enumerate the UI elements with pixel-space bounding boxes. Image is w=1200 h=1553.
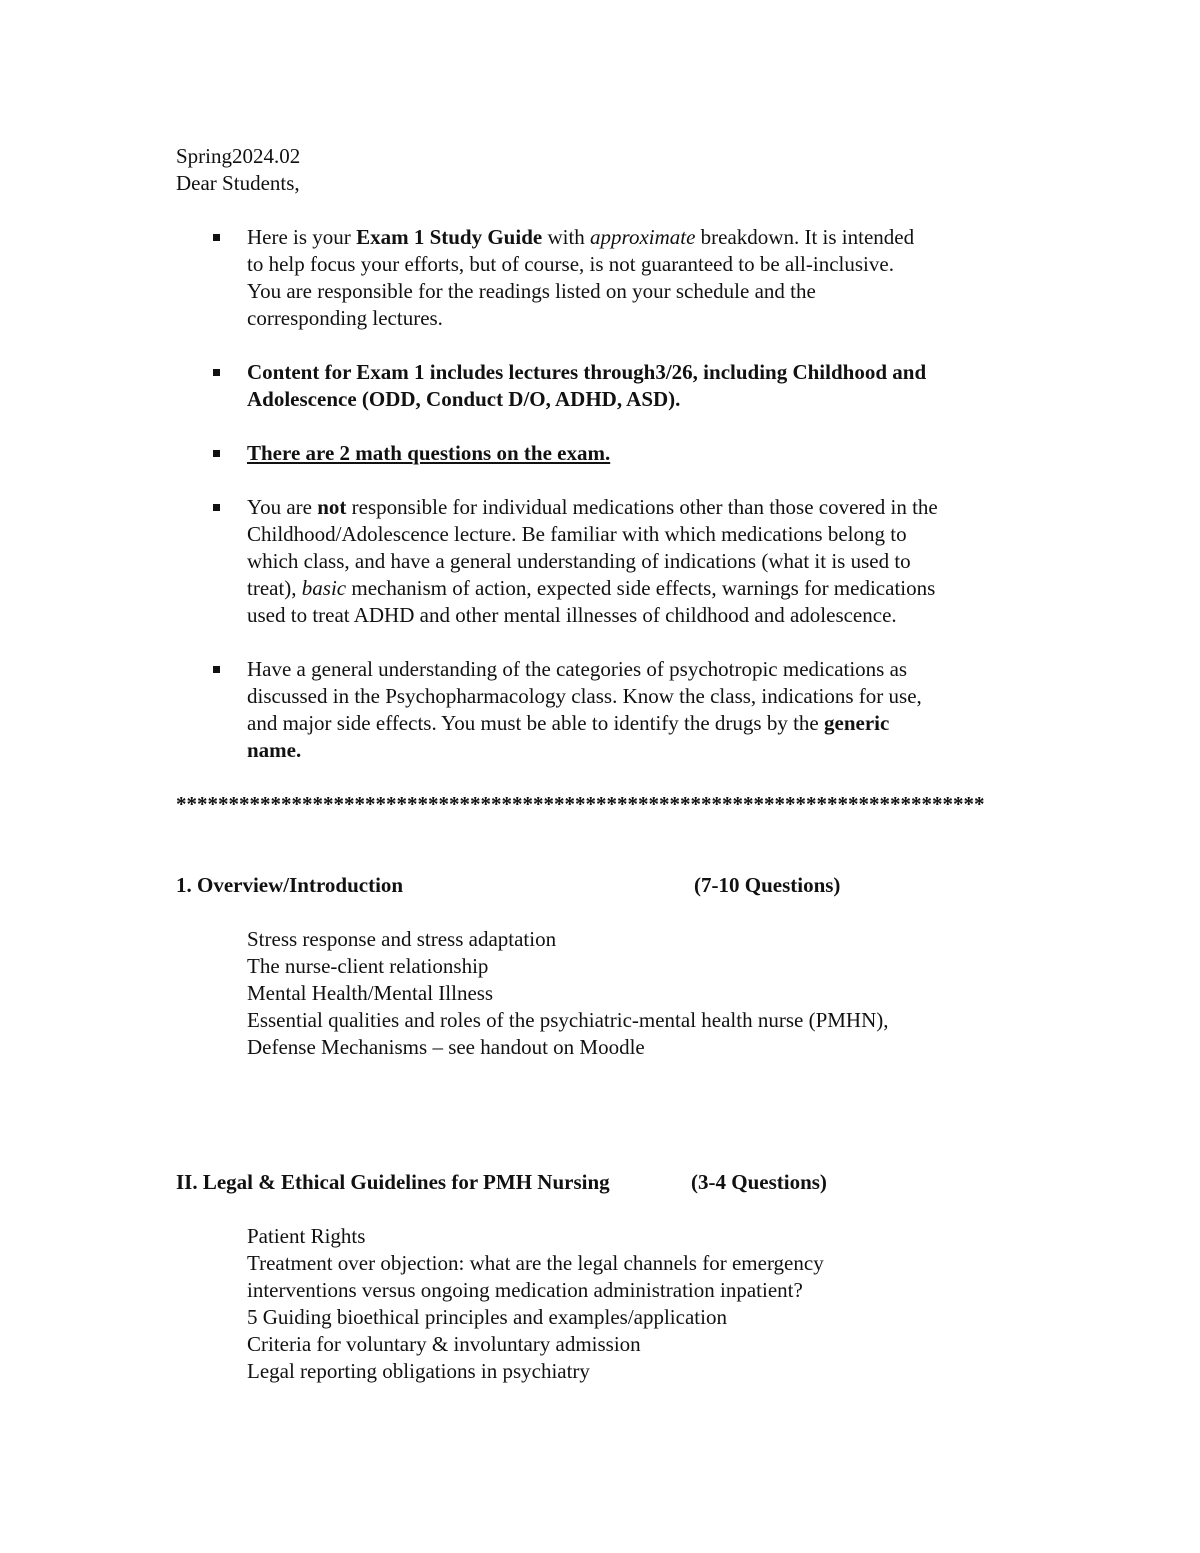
square-bullet-icon	[213, 369, 220, 376]
list-item: Criteria for voluntary & involuntary admission	[247, 1332, 641, 1356]
square-bullet-icon	[213, 504, 220, 511]
term-label: Spring2024.02	[176, 144, 301, 168]
list-item: Mental Health/Mental Illness	[247, 981, 494, 1005]
section-title: 1. Overview/Introduction	[176, 873, 404, 897]
list-item: The nurse-client relationship	[247, 954, 489, 978]
list-item: Have a general understanding of the categories of psychotropic medications as discussed in the Psychopharmacology class. Know the class, indications for use, and major side effects. You must be able to identify the drugs by the generic name.	[176, 656, 1036, 764]
list-item: Legal reporting obligations in psychiatry	[247, 1359, 590, 1383]
list-item: Patient Rights	[247, 1224, 366, 1248]
list-item: Essential qualities and roles of the psychiatric-mental health nurse (PMHN),	[247, 1008, 889, 1032]
square-bullet-icon	[213, 666, 220, 673]
list-item: 5 Guiding bioethical principles and examples/application	[247, 1305, 727, 1329]
question-count: (7-10 Questions)	[694, 873, 841, 897]
list-item: Content for Exam 1 includes lectures through3/26, including Childhood and Adolescence (ODD, Conduct D/O, ADHD, ASD).	[176, 359, 1036, 413]
square-bullet-icon	[213, 234, 220, 241]
topic-list	[176, 1223, 1036, 1385]
document-page	[176, 143, 1036, 1385]
square-bullet-icon	[213, 450, 220, 457]
list-item: Stress response and stress adaptation	[247, 927, 557, 951]
exam-guide-emphasis: Exam 1 Study Guide	[356, 225, 543, 249]
notice-list	[176, 224, 1036, 764]
list-item: You are not responsible for individual medications other than those covered in the Childhood/Adolescence lecture. Be familiar with which medications belong to which class, and have a general understanding of indications (what it is used to treat), basic mechanism of action, expected side effects, warnings for medications used to treat ADHD and other mental illnesses of childhood and adolescence.	[176, 494, 1036, 629]
greeting: Dear Students,	[176, 171, 300, 195]
approximate-emphasis: approximate	[590, 225, 696, 249]
list-item: Here is your Exam 1 Study Guide with approximate breakdown. It is intended to help focus your efforts, but of course, is not guaranteed to be all-inclusive. You are responsible for the readings listed on your schedule and the corresponding lectures.	[176, 224, 1036, 332]
math-questions-notice: There are 2 math questions on the exam.	[247, 441, 611, 465]
section-title: II. Legal & Ethical Guidelines for PMH Nursing	[176, 1170, 610, 1194]
topic-list	[176, 926, 1036, 1061]
section-overview	[176, 872, 1036, 1061]
list-item: Treatment over objection: what are the legal channels for emergency	[247, 1251, 824, 1275]
section-legal-ethical	[176, 1169, 1036, 1385]
asterisk-divider: *****************************************************************************	[176, 792, 985, 816]
question-count: (3-4 Questions)	[691, 1170, 827, 1194]
list-item	[176, 440, 1036, 467]
list-item: Defense Mechanisms – see handout on Moodle	[247, 1035, 645, 1059]
list-item: interventions versus ongoing medication administration inpatient?	[247, 1278, 803, 1302]
